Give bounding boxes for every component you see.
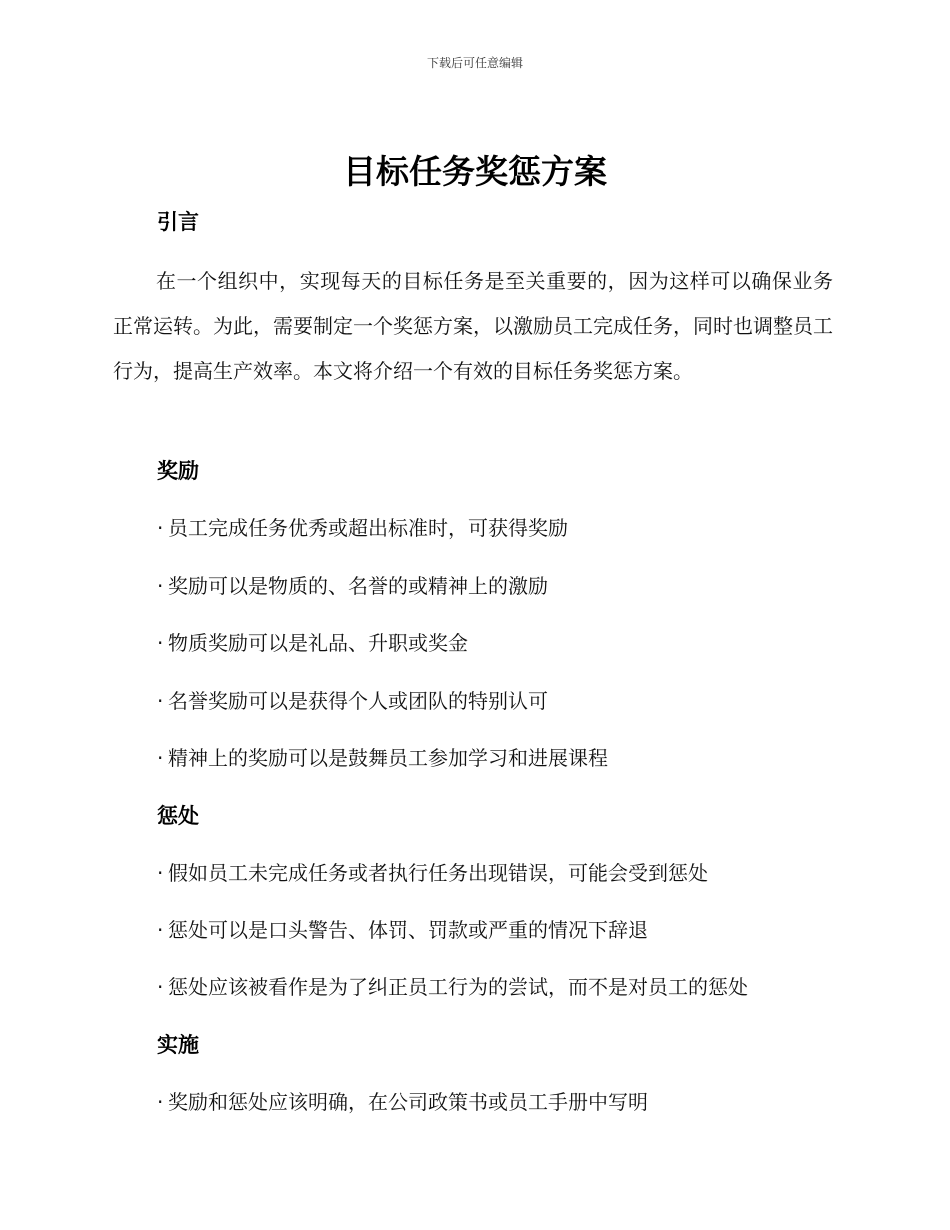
list-item <box>157 743 608 773</box>
list-item <box>157 513 568 543</box>
document-title: 目标任务奖惩方案 <box>343 152 607 191</box>
bullet-dot: · <box>157 516 164 540</box>
list-item <box>157 571 548 601</box>
bullet-dot: · <box>157 574 164 598</box>
list-item <box>157 858 708 888</box>
header-note: 下载后可任意编辑 <box>426 56 523 70</box>
section-heading-intro: 引言 <box>157 210 199 234</box>
bullet-dot: · <box>157 918 164 942</box>
list-item-text: 物质奖励可以是礼品、升职或奖金 <box>168 631 468 655</box>
list-item-text: 奖励和惩处应该明确，在公司政策书或员工手册中写明 <box>168 1090 648 1114</box>
list-item <box>157 628 468 658</box>
section-heading-reward: 奖励 <box>157 459 199 483</box>
list-item-text: 惩处应该被看作是为了纠正员工行为的尝试，而不是对员工的惩处 <box>168 975 748 999</box>
list-item <box>157 686 548 716</box>
bullet-dot: · <box>157 689 164 713</box>
list-item-text: 精神上的奖励可以是鼓舞员工参加学习和进展课程 <box>168 746 608 770</box>
bullet-dot: · <box>157 746 164 770</box>
list-item-text: 奖励可以是物质的、名誉的或精神上的激励 <box>168 574 548 598</box>
bullet-dot: · <box>157 1090 164 1114</box>
list-item <box>157 915 648 945</box>
list-item-text: 假如员工未完成任务或者执行任务出现错误，可能会受到惩处 <box>168 861 708 885</box>
list-item <box>157 1087 648 1117</box>
bullet-dot: · <box>157 975 164 999</box>
intro-paragraph: 在一个组织中，实现每天的目标任务是至关重要的，因为这样可以确保业务正常运转。为此，需要制定一个奖惩方案，以激励员工完成任务，同时也调整员工行为，提高生产效率。本文将介绍一个有效的目标任务奖惩方案。 <box>113 269 833 383</box>
list-item <box>157 972 748 1002</box>
section-heading-punishment: 惩处 <box>157 804 199 828</box>
section-heading-implementation: 实施 <box>157 1033 199 1057</box>
bullet-dot: · <box>157 631 164 655</box>
bullet-dot: · <box>157 861 164 885</box>
list-item-text: 名誉奖励可以是获得个人或团队的特别认可 <box>168 689 548 713</box>
list-item-text: 员工完成任务优秀或超出标准时，可获得奖励 <box>168 516 568 540</box>
list-item-text: 惩处可以是口头警告、体罚、罚款或严重的情况下辞退 <box>168 918 648 942</box>
